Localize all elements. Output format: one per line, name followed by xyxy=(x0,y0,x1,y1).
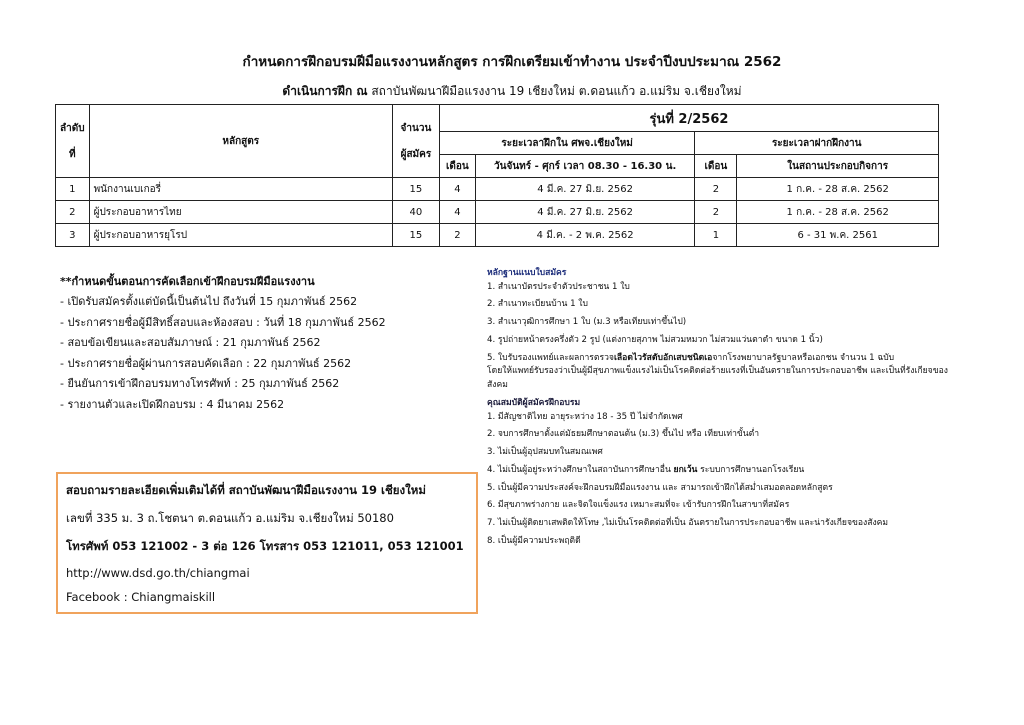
page-subtitle xyxy=(0,82,1024,101)
row-train-months: 4 xyxy=(439,178,475,201)
header-no: ลำดับ ที่ xyxy=(56,105,90,178)
row-course: พนักงานเบเกอรี่ xyxy=(89,178,392,201)
course-table xyxy=(55,104,939,247)
step-item: - ประกาศรายชื่อผู้ผ่านการสอบคัดเลือก : 22 กุมภาพันธ์ 2562 xyxy=(60,356,352,370)
document-item: 1. สำเนาบัตรประจำตัวประชาชน 1 ใบ xyxy=(487,281,630,292)
row-count: 40 xyxy=(392,201,439,224)
row-no: 2 xyxy=(56,201,90,224)
selection-steps xyxy=(60,276,480,419)
document-item: 3. สำเนาวุฒิการศึกษา 1 ใบ (ม.3 หรือเทียบเท่าขึ้นไป) xyxy=(487,317,687,328)
document-item: 2. สำเนาทะเบียนบ้าน 1 ใบ xyxy=(487,299,588,310)
qualification-item: 4. ไม่เป็นผู้อยู่ระหว่างศึกษาในสถาบันการศึกษาอื่น ยกเว้น ระบบการศึกษานอกโรงเรียน xyxy=(487,464,805,475)
row-count: 15 xyxy=(392,224,439,247)
contact-website-link[interactable]: http://www.dsd.go.th/chiangmai xyxy=(66,566,250,580)
header-course: หลักสูตร xyxy=(89,105,392,178)
row-train-dates: 4 มี.ค. 27 มิ.ย. 2562 xyxy=(475,201,695,224)
contact-facebook: Facebook : Chiangmaiskill xyxy=(66,590,216,604)
header-schedule: วันจันทร์ - ศุกร์ เวลา 08.30 - 16.30 น. xyxy=(475,155,695,178)
row-course: ผู้ประกอบอาหารไทย xyxy=(89,201,392,224)
row-no: 3 xyxy=(56,224,90,247)
row-intern-months: 2 xyxy=(695,201,737,224)
row-train-dates: 4 มี.ค. 27 มิ.ย. 2562 xyxy=(475,178,695,201)
header-intern-period: ระยะเวลาฝากฝึกงาน xyxy=(695,132,939,155)
row-intern-months: 1 xyxy=(695,224,737,247)
step-item: - รายงานตัวและเปิดฝึกอบรม : 4 มีนาคม 2562 xyxy=(60,397,285,411)
document-item: 5. ใบรับรองแพทย์และผลการตรวจเลือดไวรัสตับอักเสบชนิดเอจากโรงพยาบาลรัฐบาลหรือเอกชน จำนวน 1 ฉบับ xyxy=(487,352,895,363)
contact-heading: สอบถามรายละเอียดเพิ่มเติมได้ที่ สถาบันพัฒนาฝีมือแรงงาน 19 เชียงใหม่ xyxy=(66,483,426,497)
qualification-item: 2. จบการศึกษาตั้งแต่มัธยมศึกษาตอนต้น (ม.3) ขึ้นไป หรือ เทียบเท่าขั้นต่ำ xyxy=(487,429,760,440)
qualification-item: 1. มีสัญชาติไทย อายุระหว่าง 18 - 35 ปี ไม่จำกัดเพศ xyxy=(487,411,683,422)
contact-address: เลขที่ 335 ม. 3 ถ.โชตนา ต.ดอนแก้ว อ.แม่ริม จ.เชียงใหม่ 50180 xyxy=(66,511,394,525)
qualifications-title: คุณสมบัติผู้สมัครฝึกอบรม xyxy=(487,397,581,408)
document-item: 4. รูปถ่ายหน้าตรงครึ่งตัว 2 รูป (แต่งกายสุภาพ ไม่สวมหมวก ไม่สวมแว่นตาดำ ขนาด 1 นิ้ว) xyxy=(487,334,823,345)
header-month: เดือน xyxy=(439,155,475,178)
subtitle-label: ดำเนินการฝึก ณ xyxy=(282,84,368,98)
row-course: ผู้ประกอบอาหารยุโรป xyxy=(89,224,392,247)
requirements-panel xyxy=(487,264,977,553)
qualification-item: 5. เป็นผู้มีความประสงค์จะฝึกอบรมฝีมือแรงงาน และ สามารถเข้าฝึกได้สม่ำเสมอตลอดหลักสูตร xyxy=(487,482,833,493)
header-training-period: ระยะเวลาฝึกใน ศพจ.เชียงใหม่ xyxy=(439,132,695,155)
steps-title: **กำหนดขั้นตอนการคัดเลือกเข้าฝึกอบรมฝีมือแรงงาน xyxy=(60,275,315,288)
table-row xyxy=(56,224,939,247)
step-item: - เปิดรับสมัครตั้งแต่บัดนี้เป็นต้นไป ถึงวันที่ 15 กุมภาพันธ์ 2562 xyxy=(60,295,358,308)
header-generation: รุ่นที่ 2/2562 xyxy=(439,105,938,132)
documents-title: หลักฐานแนบใบสมัคร xyxy=(487,268,567,278)
header-month-intern: เดือน xyxy=(695,155,737,178)
subtitle-place: สถาบันพัฒนาฝีมือแรงงาน 19 เชียงใหม่ ต.ดอนแก้ว อ.แม่ริม จ.เชียงใหม่ xyxy=(371,84,742,98)
step-item: - สอบข้อเขียนและสอบสัมภาษณ์ : 21 กุมภาพันธ์ 2562 xyxy=(60,336,321,349)
row-count: 15 xyxy=(392,178,439,201)
row-train-dates: 4 มี.ค. - 2 พ.ค. 2562 xyxy=(475,224,695,247)
qualification-item: 7. ไม่เป็นผู้ติดยาเสพติดให้โทษ ,ไม่เป็นโรคติดต่อที่เป็น อันตรายในการประกอบอาชีพ และน่ารังเกียจของสังคม xyxy=(487,518,889,529)
row-no: 1 xyxy=(56,178,90,201)
contact-phone: โทรศัพท์ 053 121002 - 3 ต่อ 126 โทรสาร 053 121011, 053 121001 xyxy=(66,539,464,553)
row-train-months: 2 xyxy=(439,224,475,247)
row-intern-months: 2 xyxy=(695,178,737,201)
contact-box xyxy=(56,472,478,614)
row-intern-dates: 1 ก.ค. - 28 ส.ค. 2562 xyxy=(737,201,939,224)
document-item-cont: สังคม xyxy=(487,380,508,391)
qualification-item: 6. มีสุขภาพร่างกาย และจิตใจแข็งแรง เหมาะสมที่จะ เข้ารับการฝึกในสาขาที่สมัคร xyxy=(487,500,790,511)
row-train-months: 4 xyxy=(439,201,475,224)
step-item: - ประกาศรายชื่อผู้มีสิทธิ์สอบและห้องสอบ : วันที่ 18 กุมภาพันธ์ 2562 xyxy=(60,315,386,329)
qualification-item: 8. เป็นผู้มีความประพฤติดี xyxy=(487,535,581,546)
row-intern-dates: 6 - 31 พ.ค. 2561 xyxy=(737,224,939,247)
header-workplace: ในสถานประกอบกิจการ xyxy=(737,155,939,178)
page-title: กำหนดการฝึกอบรมฝีมือแรงงานหลักสูตร การฝึกเตรียมเข้าทำงาน ประจำปีงบประมาณ 2562 xyxy=(242,54,782,70)
table-row xyxy=(56,201,939,224)
table-row xyxy=(56,178,939,201)
qualification-item: 3. ไม่เป็นผู้อุปสมบทในสมณเพศ xyxy=(487,447,603,458)
header-count: จำนวน ผู้สมัคร xyxy=(392,105,439,178)
step-item: - ยืนยันการเข้าฝึกอบรมทางโทรศัพท์ : 25 กุมภาพันธ์ 2562 xyxy=(60,377,340,390)
document-item-cont: โดยให้แพทย์รับรองว่าเป็นผู้มีสุขภาพแข็งแรงไม่เป็นโรคติดต่อร้ายแรงที่เป็นอันตรายในการประกอบอาชีพ และเป็นที่รังเกียจของ xyxy=(487,366,948,377)
row-intern-dates: 1 ก.ค. - 28 ส.ค. 2562 xyxy=(737,178,939,201)
